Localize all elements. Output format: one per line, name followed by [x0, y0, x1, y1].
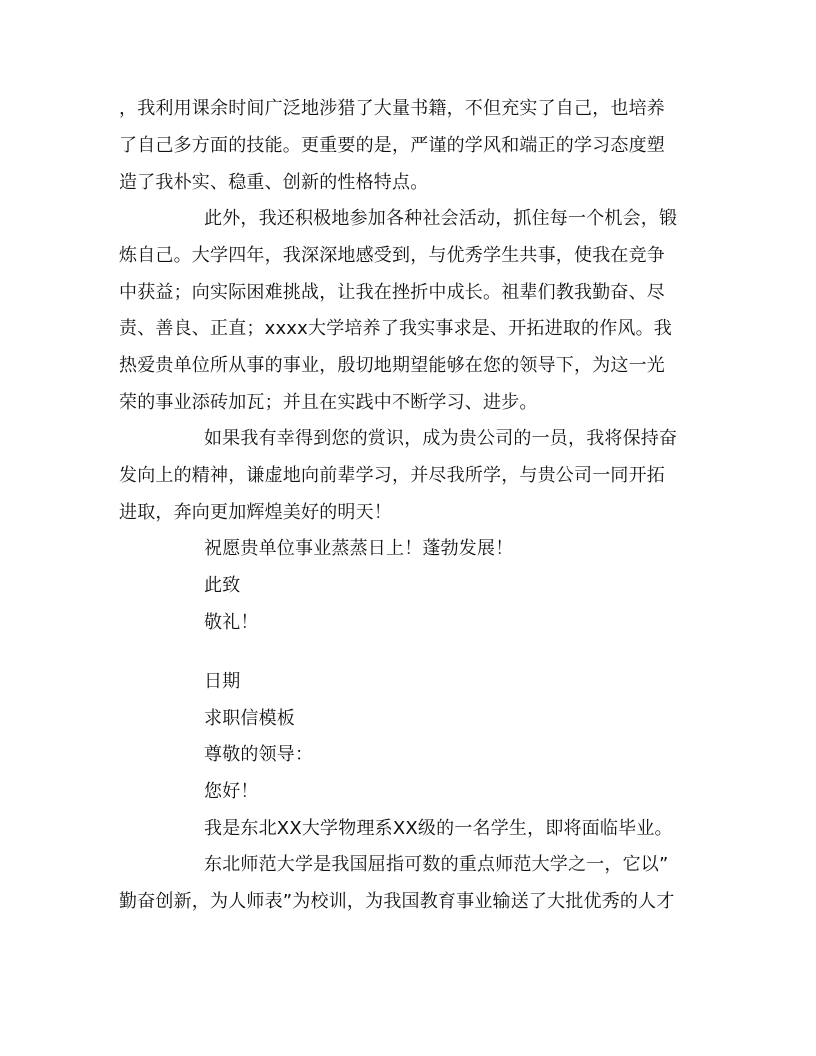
intro-line: 我是东北XX大学物理系XX级的一名学生，即将面临毕业。	[204, 818, 673, 839]
paragraph-line: 责、善良、正直；xxxx大学培养了我实事求是、开拓进取的作风。我	[119, 318, 673, 339]
paragraph-line: 造了我朴实、稳重、创新的性格特点。	[119, 172, 429, 193]
greeting: 尊敬的领导：	[204, 744, 314, 765]
template-title: 求职信模板	[204, 708, 295, 729]
date-label: 日期	[204, 671, 241, 692]
paragraph-line: 炼自己。大学四年，我深深地感受到，与优秀学生共事，使我在竞争	[119, 245, 665, 266]
paragraph-line: 此外，我还积极地参加各种社会活动，抓住每一个机会，锻	[204, 208, 678, 229]
paragraph-line: 荣的事业添砖加瓦；并且在实践中不断学习、进步。	[119, 392, 538, 413]
paragraph-line: 进取，奔向更加辉煌美好的明天！	[119, 502, 392, 523]
hello-line: 您好！	[204, 781, 259, 802]
paragraph-line: 中获益；向实际困难挑战，让我在挫折中成长。祖辈们教我勤奋、尽	[119, 282, 665, 303]
paragraph-line: 勤奋创新，为人师表”为校训，为我国教育事业输送了大批优秀的人才	[119, 891, 675, 912]
paragraph-line: 东北师范大学是我国屈指可数的重点师范大学之一，它以”	[204, 854, 669, 875]
salutation-line: 敬礼！	[204, 612, 259, 633]
paragraph-line: ，我利用课余时间广泛地涉猎了大量书籍，不但充实了自己，也培养	[119, 98, 665, 119]
paragraph-line: 发向上的精神，谦虚地向前辈学习，并尽我所学，与贵公司一同开拓	[119, 465, 665, 486]
closing-wish: 祝愿贵单位事业蒸蒸日上！蓬勃发展！	[204, 538, 514, 559]
paragraph-line: 如果我有幸得到您的赏识，成为贵公司的一员，我将保持奋	[204, 428, 678, 449]
paragraph-line: 了自己多方面的技能。更重要的是，严谨的学风和端正的学习态度塑	[119, 135, 665, 156]
paragraph-line: 热爱贵单位所从事的事业，殷切地期望能够在您的领导下，为这一光	[119, 355, 665, 376]
salutation-line: 此致	[204, 575, 241, 596]
